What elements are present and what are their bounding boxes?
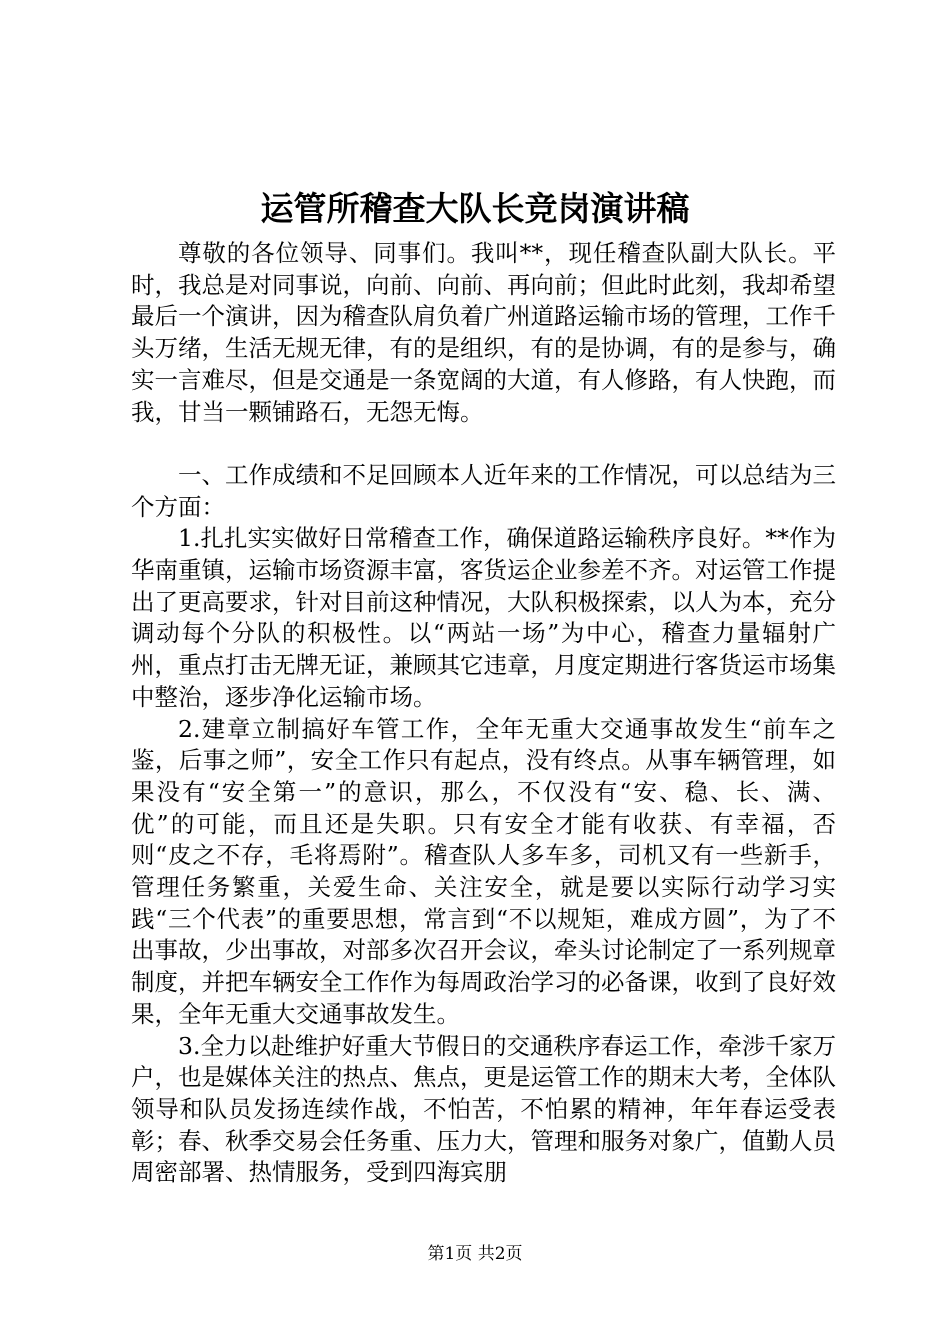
paragraph-item-1: 1.扎扎实实做好日常稽查工作，确保道路运输秩序良好。**作为华南重镇，运输市场资源丰富，客货运企业参差不齐。对运管工作提出了更高要求，针对目前这种情况，大队积极探索，以人为本，充分调动每个分队的积极性。以“两站一场”为中心，稽查力量辐射广州，重点打击无牌无证，兼顾其它违章，月度定期进行客货运市场集中整治，逐步净化运输市场。 [131, 524, 836, 711]
paragraph-section-heading: 一、工作成绩和不足回顾本人近年来的工作情况，可以总结为三个方面： [131, 460, 836, 521]
document-title: 运管所稽查大队长竞岗演讲稿 [260, 189, 690, 228]
paragraph-item-2: 2.建章立制搞好车管工作，全年无重大交通事故发生“前车之鉴，后事之师”，安全工作只有起点，没有终点。从事车辆管理，如果没有“安全第一”的意识，那么，不仅没有“安、稳、长、满、优”的可能，而且还是失职。只有安全才能有收获、有幸福，否则“皮之不存，毛将焉附”。稽查队人多车多，司机又有一些新手，管理任务繁重，关爱生命、关注安全，就是要以实际行动学习实践“三个代表”的重要思想，常言到“不以规矩，难成方圆”，为了不出事故，少出事故，对部多次召开会议，牵头讨论制定了一系列规章制度，并把车辆安全工作作为每周政治学习的必备课，收到了良好效果，全年无重大交通事故发生。 [131, 714, 836, 1028]
paragraph-greeting: 尊敬的各位领导、同事们。我叫**，现任稽查队副大队长。平时，我总是对同事说，向前、向前、再向前；但此时此刻，我却希望最后一个演讲，因为稽查队肩负着广州道路运输市场的管理，工作千头万绪，生活无规无律，有的是组织，有的是协调，有的是参与，确实一言难尽，但是交通是一条宽阔的大道，有人修路，有人快跑，而我，甘当一颗铺路石，无怨无悔。 [131, 239, 836, 426]
page-number-footer: 第1页 共2页 [427, 1244, 523, 1264]
document-body [131, 238, 836, 1189]
paragraph-item-3: 3.全力以赴维护好重大节假日的交通秩序春运工作，牵涉千家万户，也是媒体关注的热点、焦点，更是运管工作的期末大考，全体队领导和队员发扬连续作战，不怕苦，不怕累的精神，年年春运受表彰；春、秋季交易会任务重、压力大，管理和服务对象广，值勤人员周密部署、热情服务，受到四海宾朋 [131, 1031, 836, 1187]
